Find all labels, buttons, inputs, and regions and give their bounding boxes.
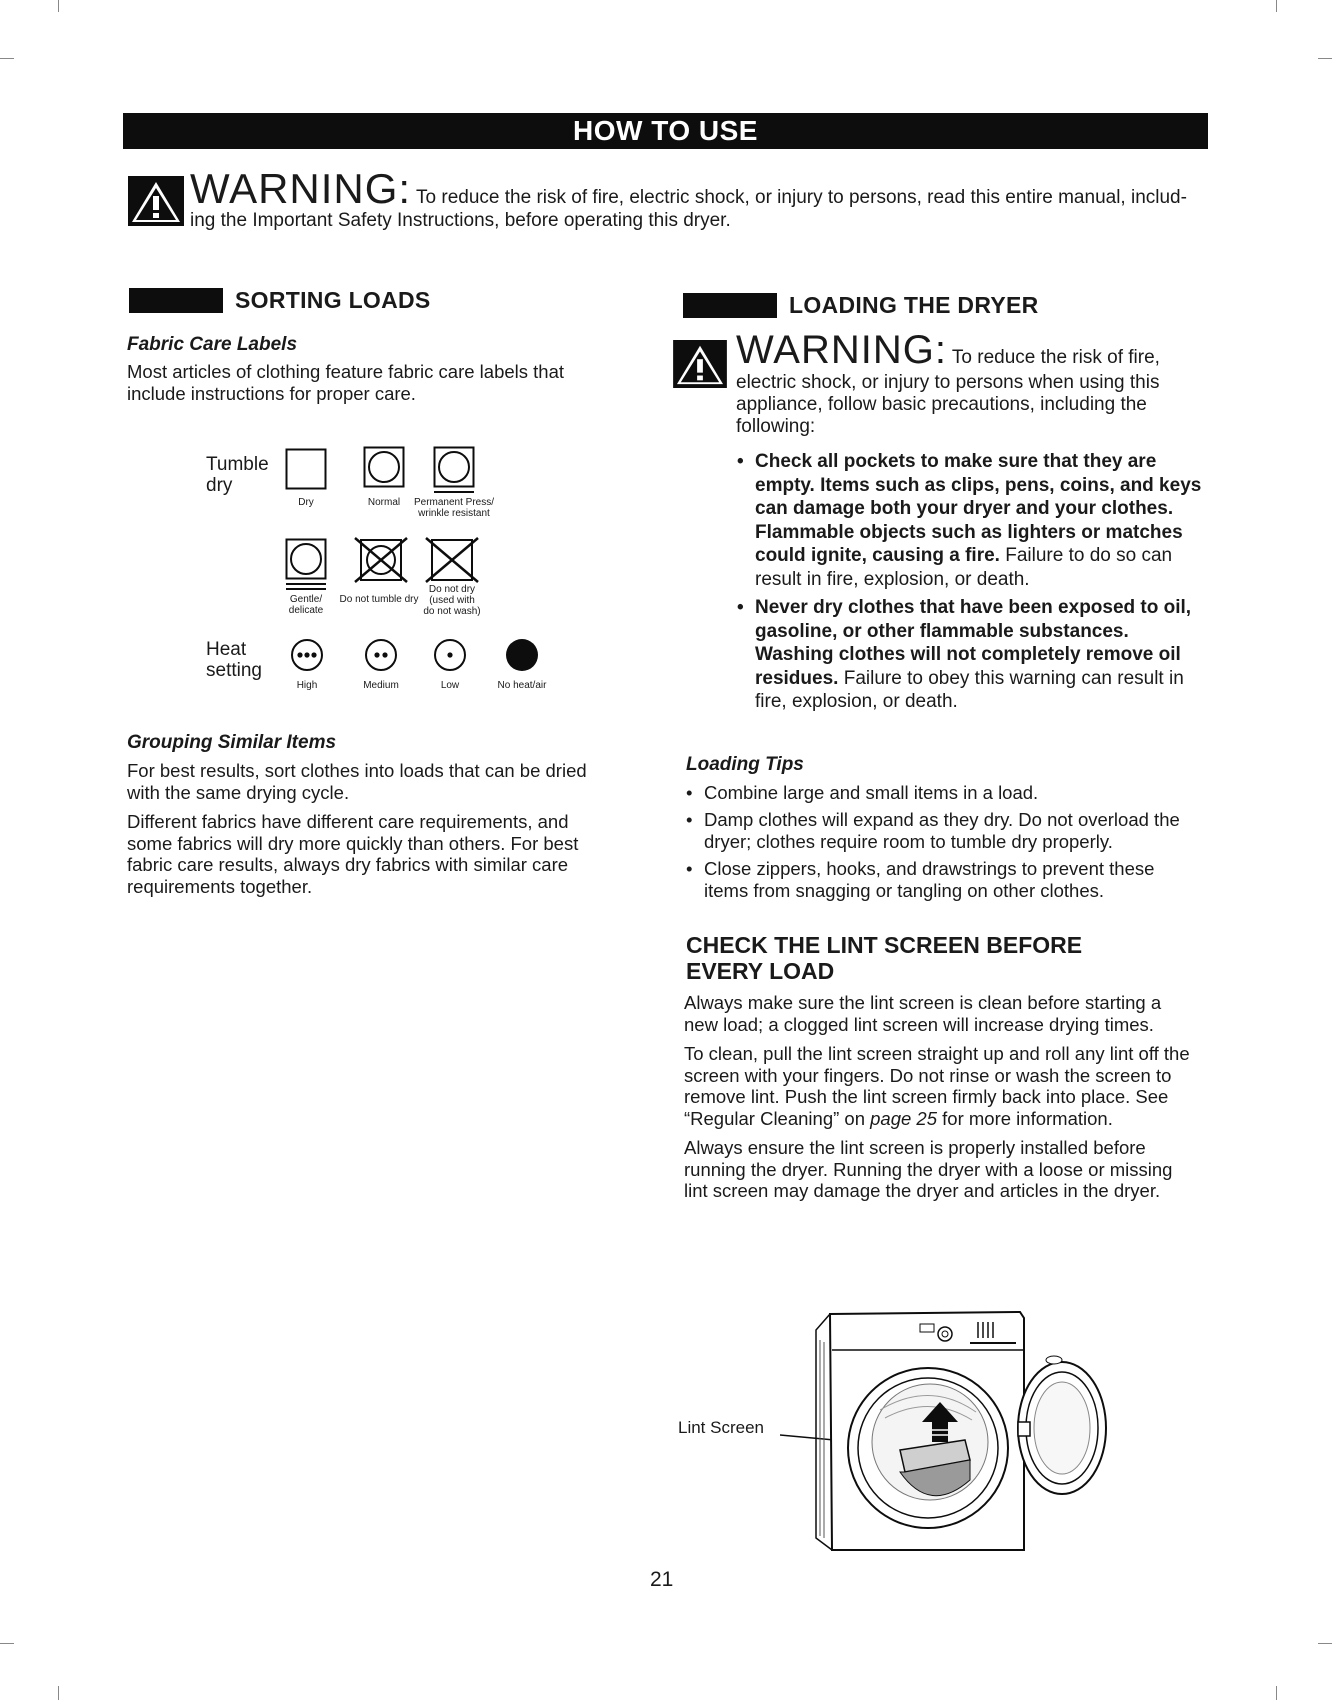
lint-heading-line: CHECK THE LINT SCREEN BEFORE [686,932,1083,958]
crop-mark [1276,0,1277,12]
warning-word: WARNING: [190,165,412,212]
lint-text-span: for more information. [937,1107,1113,1129]
do-not-dry-icon [424,536,480,584]
lint-text-span: To clean, pull the lint screen straight up and roll any lint off the screen with your fingers. Do not rinse or wash the screen to remove lint. Push the lint screen firmly back into place. See “Regular Cleaning” on [684,1043,1190,1129]
symbol-caption-permanent-press [404,497,504,519]
lint-paragraph [684,1043,1200,1129]
grouping-heading: Grouping Similar Items [127,732,337,753]
caption-line: Do not dry [428,584,476,595]
crop-mark [1318,58,1332,59]
heat-setting-label [206,639,262,681]
bullet-icon: • [686,809,693,830]
caption-line: delicate [288,605,324,616]
caption-line: Permanent Press/ [413,497,495,508]
symbol-caption-dry: Dry [298,497,314,508]
bullet-icon: • [737,451,744,472]
crop-mark [1318,1643,1332,1644]
do-not-tumble-dry-icon [353,536,409,584]
list-item [680,782,1200,804]
lint-paragraph: Always make sure the lint screen is clean before starting a new load; a clogged lint screen will increase drying times. [684,992,1162,1035]
warning-triangle-icon [128,176,184,226]
fabric-care-text [127,361,607,412]
lint-text [684,992,1200,1210]
tumble-dry-permanent-press-icon [433,446,475,494]
page-banner: HOW TO USE [123,113,1208,149]
heading-bar [683,293,777,318]
tumble-dry-label [206,454,269,496]
tip-text: Damp clothes will expand as they dry. Do not overload the dryer; clothes require room to tumble dry properly. [704,809,1180,852]
no-heat-icon [505,638,539,672]
crop-mark [58,1686,59,1700]
heat-label-line: Heat [206,639,247,660]
bullet-icon: • [686,858,693,879]
crop-mark [0,1643,14,1644]
crop-mark [0,58,14,59]
heat-label-line: setting [206,660,262,681]
caption-line: Gentle/ [289,594,323,605]
loading-tips-list [680,782,1200,907]
list-item [680,809,1200,853]
tumble-dry-gentle-icon [285,538,327,592]
tip-text: Close zippers, hooks, and drawstrings to prevent these items from snagging or tangling on other clothes. [704,858,1155,901]
tumble-dry-normal-icon [363,446,405,488]
symbol-caption-normal: Normal [367,497,401,508]
warning-text: To reduce the risk of fire, [951,347,1160,368]
symbol-caption-high: High [296,680,318,691]
bullet-plain-text: Failure to obey this warning can result in fire, explosion, or death. [755,667,1184,712]
tip-text: Combine large and small items in a load. [704,782,1039,803]
warning-word: WARNING: [736,328,947,372]
caption-line: do not wash) [423,606,481,617]
lint-paragraph: Always ensure the lint screen is properly installed before running the dryer. Running the dryer with a loose or missing lint screen may damage the dryer and articles in the dryer. [684,1137,1173,1201]
heat-medium-icon [364,638,398,672]
tumble-label-line: dry [206,475,233,496]
fabric-care-heading: Fabric Care Labels [127,334,298,355]
list-item [680,858,1200,902]
crop-mark [58,0,59,12]
heat-low-icon [433,638,467,672]
top-warning [190,165,1210,232]
symbol-caption-no-tumble: Do not tumble dry [339,594,419,605]
caption-line: (used with [429,595,475,606]
symbol-caption-low: Low [440,680,460,691]
grouping-text [127,760,613,905]
lint-heading-line: EVERY LOAD [686,958,835,984]
lint-screen-callout: Lint Screen [678,1418,764,1437]
page-number: 21 [650,1568,674,1591]
sorting-title: SORTING LOADS [235,287,431,313]
fabric-care-paragraph: Most articles of clothing feature fabric care labels that include instructions for proper care. [127,361,565,404]
bullet-bold-text: Never dry clothes that have been exposed to oil, gasoline, or other flammable substances. Washing clothes will not completely remove oil residues. [755,597,1192,689]
list-item [731,450,1209,591]
loading-warning [736,330,1198,438]
loading-heading [683,292,1039,319]
symbol-caption-no-heat: No heat/air [497,680,547,691]
warning-triangle-icon [673,340,727,388]
warning-text: To reduce the risk of fire, electric shock, or injury to persons, read this entire manual, includ- [416,187,1187,208]
bullet-icon: • [737,597,744,618]
tumble-dry-square-icon [285,448,327,490]
symbol-caption-medium: Medium [363,680,399,691]
loading-tips-heading: Loading Tips [686,754,804,775]
caption-line: wrinkle resistant [418,508,490,519]
bullet-bold-text: Check all pockets to make sure that they are empty. Items such as clips, pens, coins, and keys can damage both your dryer and your clothes. Flammable objects such as lighters or matches could ignite, causing a fire. [755,451,1202,566]
lint-heading [686,932,1082,984]
warning-text-cont: electric shock, or injury to persons when using this appliance, follow basic precautions, including the following: [736,372,1160,437]
tumble-label-line: Tumble [206,454,269,475]
warning-text-cont: ing the Important Safety Instructions, before operating this dryer. [190,210,731,231]
grouping-paragraph: For best results, sort clothes into loads that can be dried with the same drying cycle. [127,760,587,803]
heat-high-icon [290,638,324,672]
heading-bar [129,288,223,313]
dryer-illustration [780,1310,1130,1555]
bullet-plain-text: Failure to do so can result in fire, explosion, or death. [755,545,1173,590]
page-reference: page 25 [870,1107,938,1129]
crop-mark [1276,1686,1277,1700]
loading-title: LOADING THE DRYER [789,292,1039,318]
loading-warning-bullets [731,450,1209,719]
bullet-icon: • [686,782,693,803]
grouping-paragraph: Different fabrics have different care requirements, and some fabrics will dry more quickly than others. For best fabric care results, always dry fabrics with similar care requirements together. [127,811,579,897]
symbol-caption-no-dry [414,584,490,617]
list-item [731,596,1209,714]
sorting-heading [129,287,431,314]
symbol-caption-gentle [284,594,328,616]
